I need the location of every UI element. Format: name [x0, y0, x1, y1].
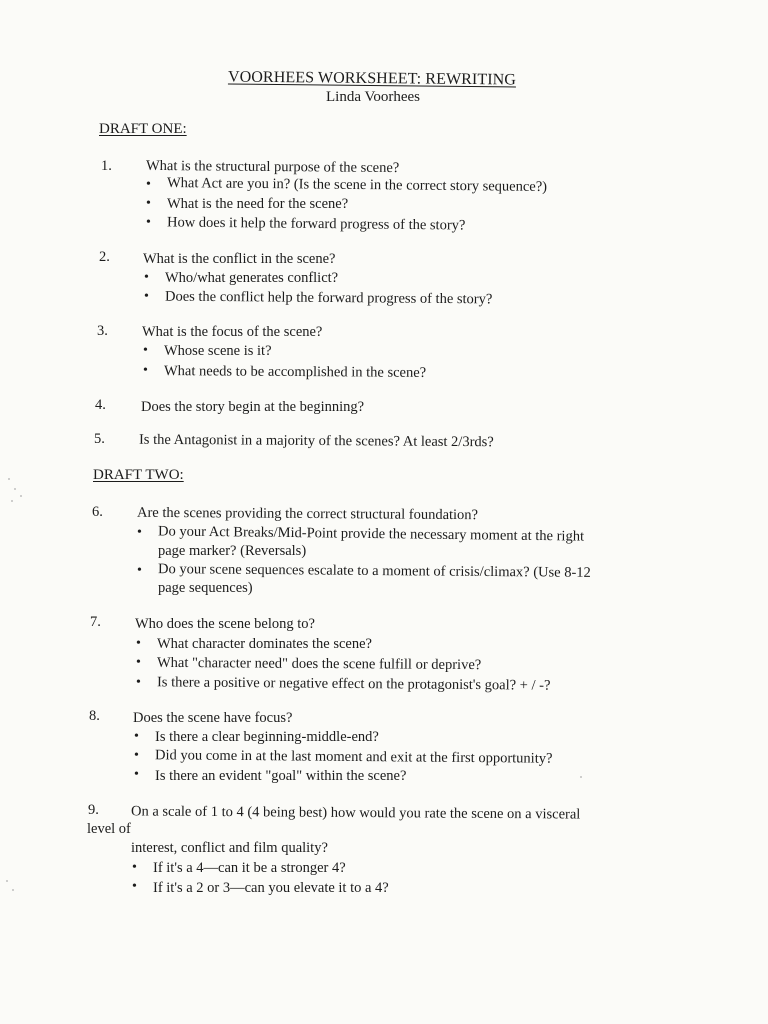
- bullet: •: [143, 363, 148, 378]
- question-text-continued: interest, conflict and film quality?: [131, 840, 328, 856]
- question-text: On a scale of 1 to 4 (4 being best) how would you rate the scene on a visceral: [130, 803, 581, 823]
- scan-speck: [6, 880, 8, 882]
- bullet-item: If it's a 2 or 3—can you elevate it to a 4?: [153, 880, 389, 896]
- question-number: 9.: [88, 802, 99, 818]
- bullet-item: Is there a positive or negative effect on the protagonist's goal? + / -?: [156, 674, 551, 694]
- scan-speck: [14, 488, 16, 490]
- question-number: 7.: [90, 614, 101, 630]
- scan-speck: [8, 478, 10, 480]
- draft-one-heading: DRAFT ONE:: [99, 121, 187, 137]
- question-text: Who does the scene belong to?: [135, 616, 315, 632]
- bullet: •: [144, 289, 149, 304]
- worksheet-title: VOORHEES WORKSHEET: REWRITING: [227, 68, 517, 89]
- bullet-item: Is there a clear beginning-middle-end?: [155, 729, 379, 745]
- bullet: •: [146, 196, 151, 211]
- question-text: What is the structural purpose of the scene?: [145, 157, 400, 177]
- bullet: •: [134, 748, 139, 763]
- question-number: 1.: [101, 158, 112, 174]
- bullet-item: What "character need" does the scene fulfill or deprive?: [156, 654, 482, 674]
- question-number: 4.: [95, 397, 106, 413]
- question-number: 8.: [89, 708, 100, 724]
- question-text: What is the conflict in the scene?: [143, 251, 336, 267]
- bullet-item: Does the conflict help the forward progress of the story?: [164, 288, 493, 308]
- question-text: Is the Antagonist in a majority of the scenes? At least 2/3rds?: [138, 431, 494, 451]
- bullet-item: Is there an evident "goal" within the scene?: [155, 768, 407, 784]
- bullet-item: Whose scene is it?: [164, 343, 272, 359]
- question-number: 5.: [94, 431, 105, 447]
- bullet-item: What needs to be accomplished in the scene?: [163, 363, 427, 381]
- bullet: •: [132, 879, 137, 894]
- bullet-item: Did you come in at the last moment and exit at the first opportunity?: [154, 747, 553, 767]
- bullet: •: [134, 767, 139, 782]
- bullet-item: Do your scene sequences escalate to a moment of crisis/climax? (Use 8-12: [157, 561, 591, 581]
- draft-two-heading: DRAFT TWO:: [93, 467, 184, 483]
- scan-speck: [12, 889, 14, 891]
- bullet: •: [132, 860, 137, 875]
- bullet: •: [146, 215, 151, 230]
- question-text: Are the scenes providing the correct structural foundation?: [136, 504, 479, 524]
- bullet-item: What Act are you in? (Is the scene in the correct story sequence?): [166, 175, 548, 195]
- bullet-item: Who/what generates conflict?: [165, 270, 339, 286]
- question-text-continued: level of: [87, 821, 131, 837]
- bullet-continuation: page marker? (Reversals): [158, 543, 307, 559]
- question-text: Does the story begin at the beginning?: [141, 399, 365, 415]
- scan-speck: [580, 776, 582, 778]
- bullet: •: [146, 177, 151, 192]
- bullet-item: How does it help the forward progress of the story?: [166, 214, 466, 234]
- bullet-item: What is the need for the scene?: [167, 196, 349, 212]
- bullet: •: [134, 729, 139, 744]
- question-number: 2.: [99, 249, 110, 265]
- bullet: •: [137, 525, 142, 540]
- bullet-item: Do your Act Breaks/Mid-Point provide the necessary moment at the right: [157, 523, 585, 545]
- bullet-item: What character dominates the scene?: [157, 636, 372, 652]
- question-number: 3.: [97, 323, 108, 339]
- bullet: •: [136, 636, 141, 651]
- question-text: What is the focus of the scene?: [142, 324, 323, 340]
- author-name: Linda Voorhees: [326, 89, 421, 105]
- bullet: •: [137, 563, 142, 578]
- bullet-item: If it's a 4—can it be a stronger 4?: [153, 860, 346, 876]
- bullet: •: [144, 270, 149, 285]
- scan-speck: [20, 495, 22, 497]
- bullet-continuation: page sequences): [158, 580, 253, 596]
- question-text: Does the scene have focus?: [133, 710, 293, 726]
- bullet: •: [136, 655, 141, 670]
- scan-speck: [11, 500, 13, 502]
- question-number: 6.: [92, 504, 103, 520]
- bullet: •: [143, 343, 148, 358]
- bullet: •: [136, 675, 141, 690]
